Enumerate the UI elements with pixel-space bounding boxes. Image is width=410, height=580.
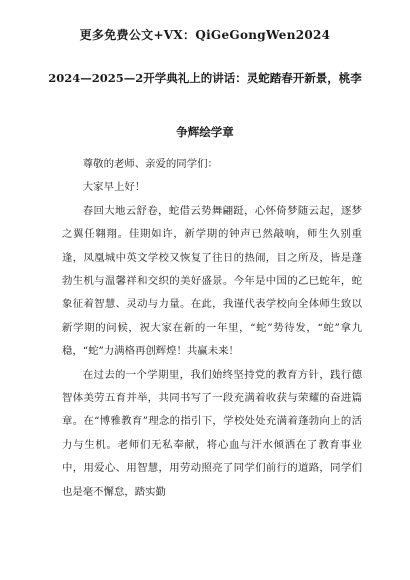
greeting-paragraph: 大家早上好！	[82, 181, 146, 194]
document-title: 2024—2025—2开学典礼上的讲话：灵蛇踏春开新景，桃李	[48, 71, 362, 85]
body-paragraph: 在过去的一个学期里，我们始终坚持党的教育方针，践行德智体美劳五育并举，共同书写了一段充满着收获与荣耀的奋进篇章。在“博雅教育”理念的指引下，学校处处充满着蓬勃向上的活力与生机。老师们无私奉献，将心血与汗水倾洒在了教育事业中，用爱心、用智慧，用劳动照亮了同学们前行的道路，同学们也是毫不懈怠，踏实勤	[62, 368, 362, 498]
document-body	[62, 153, 362, 504]
document-title-continuation: 争辉绘学章	[176, 125, 234, 139]
body-paragraph: 春回大地云舒卷，蛇借云势舞翩跹，心怀倚梦随云起，逐梦之翼任翱翔。佳期如许，新学期的钟声已然敲响，师生久别重逢，凤凰城中英文学校又恢复了往日的热闹，目之所及，皆是蓬勃生机与温馨祥和交织的美好盛景。今年是中国的乙巳蛇年，蛇象征着智慧、灵动与力量。在此，我谨代表学校向全体师生致以新学期的问候，祝大家在新的一年里，“蛇”势待发，“蛇”拿九稳，“蛇”力满格再创辉煌！共赢未来！	[62, 204, 362, 358]
page-header: 更多免费公文+VX：QiGeGongWen2024	[79, 28, 331, 42]
salutation-paragraph: 尊敬的老师、亲爱的同学们：	[82, 158, 218, 170]
